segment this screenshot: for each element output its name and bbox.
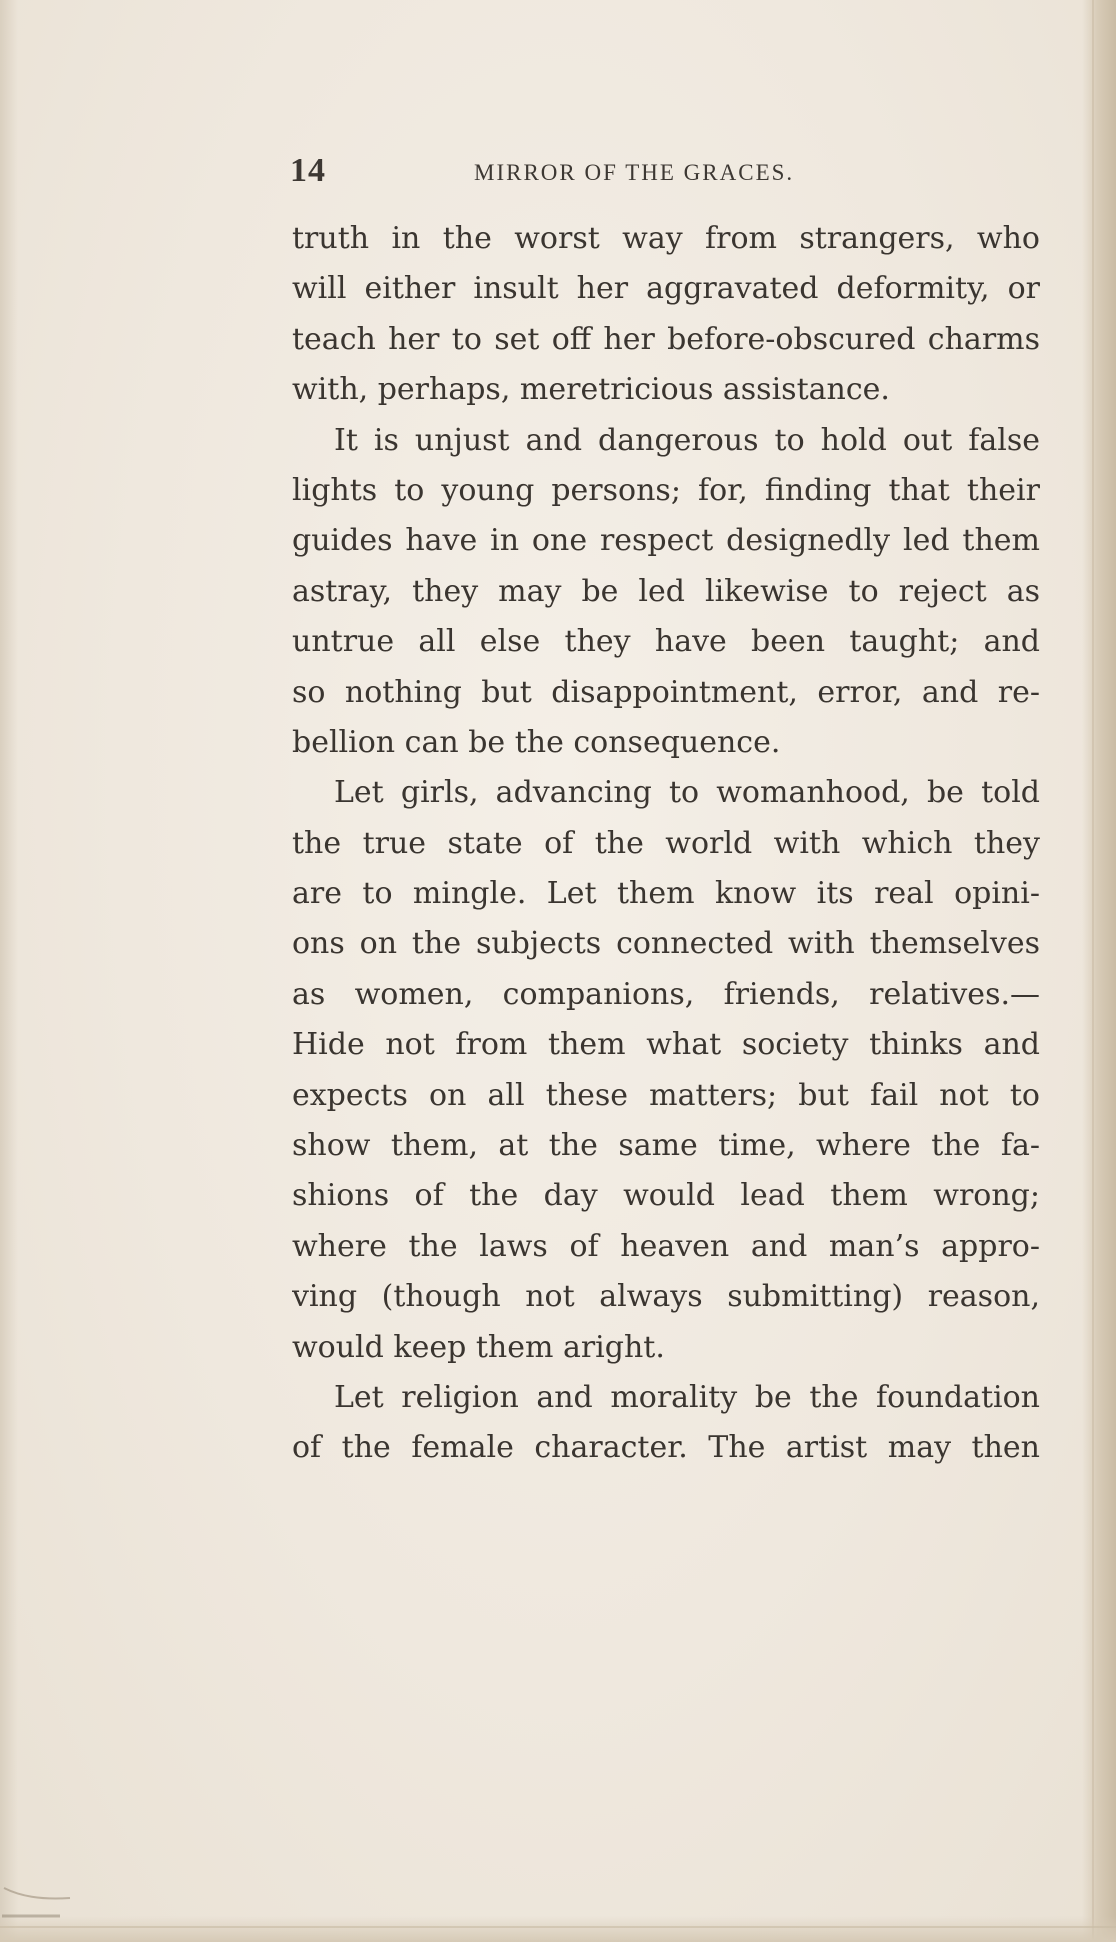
body-text: [292, 214, 1040, 1474]
page-right-edge-shadow: [1082, 0, 1116, 1942]
text-line: astray, they may be led likewise to reject as: [292, 573, 1040, 609]
text-line: guides have in one respect designedly led them: [292, 523, 1040, 559]
paragraph: [292, 1373, 1040, 1474]
text-line: Let girls, advancing to womanhood, be told: [334, 775, 1040, 811]
text-line: as women, companions, friends, relatives.—: [292, 976, 1040, 1012]
page-left-edge-shadow: [0, 0, 18, 1942]
text-line: lights to young persons; for, finding that their: [292, 472, 1040, 508]
text-line: where the laws of heaven and man’s appro-: [292, 1228, 1040, 1264]
page-bottom-line: [0, 1926, 1116, 1928]
paragraph: [292, 416, 1040, 769]
text-line: teach her to set off her before-obscured charms: [292, 321, 1040, 357]
running-title: MIRROR OF THE GRACES.: [474, 160, 795, 185]
text-line: of the female character. The artist may then: [292, 1430, 1040, 1466]
text-line: ons on the subjects connected with themselves: [292, 926, 1040, 962]
page-bottom-edge: [0, 1916, 1116, 1942]
text-line: would keep them aright.: [292, 1329, 665, 1365]
text-line: are to mingle. Let them know its real opini-: [292, 876, 1040, 912]
text-line: shions of the day would lead them wrong;: [292, 1178, 1040, 1214]
text-line: bellion can be the consequence.: [292, 724, 781, 760]
text-line: untrue all else they have been taught; and: [292, 624, 1040, 660]
paragraph: [292, 768, 1040, 1373]
text-line: expects on all these matters; but fail not to: [292, 1077, 1040, 1113]
page-number: 14: [290, 152, 326, 189]
text-line: will either insult her aggravated deformity, or: [292, 271, 1040, 307]
text-line: so nothing but disappointment, error, and re-: [292, 674, 1040, 710]
text-line: Let religion and morality be the foundation: [334, 1379, 1040, 1415]
running-head: [290, 152, 850, 196]
text-line: Hide not from them what society thinks and: [292, 1027, 1040, 1063]
text-line: the true state of the world with which they: [292, 825, 1040, 861]
corner-wear-mark: [0, 1882, 80, 1922]
text-line: with, perhaps, meretricious assistance.: [292, 372, 890, 408]
page-stack-edge: [1092, 0, 1094, 1942]
text-line: truth in the worst way from strangers, who: [292, 221, 1040, 256]
text-line: It is unjust and dangerous to hold out false: [334, 422, 1040, 458]
text-line: show them, at the same time, where the fa-: [292, 1128, 1040, 1164]
paragraph: [292, 214, 1040, 416]
text-line: ving (though not always submitting) reason,: [292, 1279, 1040, 1315]
